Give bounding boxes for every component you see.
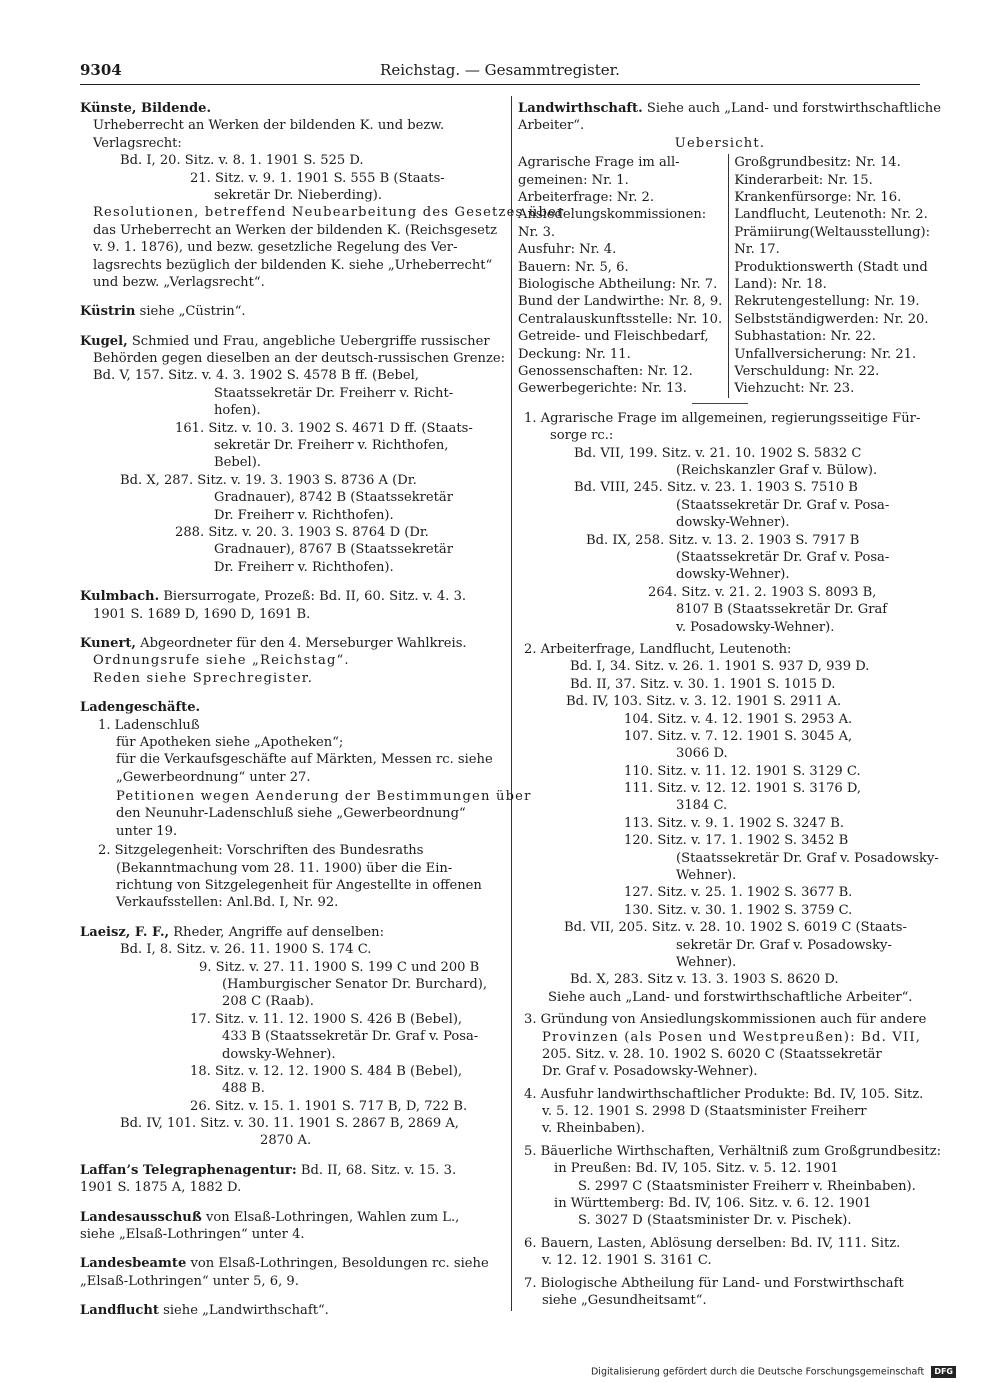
entry-line: 2. Sitzgelegenheit: Vorschriften des Bundesraths bbox=[98, 843, 424, 859]
entry-line: 6. Bauern, Lasten, Ablösung derselben: Bd. IV, 111. Sitz. bbox=[524, 1235, 901, 1251]
overview-row bbox=[518, 241, 930, 258]
overview-cell-left: Nr. 3. bbox=[518, 224, 556, 240]
overview-cell-left: Centralauskunftsstelle: Nr. 10. bbox=[518, 311, 723, 327]
entry-kunert bbox=[80, 635, 502, 687]
overview-cell-right: Verschuldung: Nr. 22. bbox=[729, 363, 930, 380]
column-divider bbox=[511, 96, 512, 1311]
entry-line: unter 19. bbox=[116, 823, 178, 839]
entry-line: dowsky-Wehner). bbox=[676, 515, 790, 531]
entry-line: das Urheberrecht an Werken der bildenden K. (Reichsgesetz bbox=[93, 222, 498, 238]
entry-line: Staatssekretär Dr. Freiherr v. Richt- bbox=[214, 385, 454, 401]
entry-laffan bbox=[80, 1162, 502, 1197]
entry-line: Bd. I, 20. Sitz. v. 8. 1. 1901 S. 525 D. bbox=[120, 153, 364, 169]
entry-line: den Neunuhr-Ladenschluß siehe „Gewerbeordnung“ bbox=[116, 806, 466, 822]
entry-line: „Gewerbeordnung“ unter 27. bbox=[116, 769, 311, 785]
entry-line: sekretär Dr. Graf v. Posadowsky- bbox=[676, 937, 892, 953]
entry-line: „Elsaß-Lothringen“ unter 5, 6, 9. bbox=[80, 1273, 299, 1289]
entry-line: 113. Sitz. v. 9. 1. 1902 S. 3247 B. bbox=[624, 815, 845, 831]
entry-line: lagsrechts bezüglich der bildenden K. siehe „Urheberrecht“ bbox=[93, 257, 493, 273]
entry-line: Petitionen wegen Aenderung der Bestimmungen über bbox=[116, 789, 532, 805]
overview-cell-right: Land): Nr. 18. bbox=[729, 276, 930, 293]
entry-line: 26. Sitz. v. 15. 1. 1901 S. 717 B, D, 722 B. bbox=[190, 1098, 468, 1114]
entry-line: 208 C (Raab). bbox=[222, 994, 314, 1010]
entry-line: Provinzen (als Posen und Westpreußen): Bd. VII, bbox=[542, 1029, 922, 1045]
entry-line: Behörden gegen dieselben an der deutsch-russischen Grenze: bbox=[93, 351, 506, 367]
entry-line: in Preußen: Bd. IV, 105. Sitz. v. 5. 12. 1901 bbox=[554, 1161, 839, 1177]
overview-cell-right: Krankenfürsorge: Nr. 16. bbox=[729, 189, 930, 206]
overview-cell-right: Kinderarbeit: Nr. 15. bbox=[729, 172, 930, 189]
entry-line: 3. Gründung von Ansiedlungskommissionen auch für andere bbox=[524, 1012, 927, 1028]
entry-line: 120. Sitz. v. 17. 1. 1902 S. 3452 B bbox=[624, 833, 849, 849]
entry-line: v. 9. 1. 1876), und bezw. gesetzliche Regelung des Ver- bbox=[93, 240, 458, 256]
entry-line: 7. Biologische Abtheilung für Land- und Forstwirthschaft bbox=[524, 1275, 904, 1291]
entry-line: Laeisz, F. F., Rheder, Angriffe auf denselben: bbox=[80, 924, 384, 940]
item-2 bbox=[518, 641, 939, 1006]
entry-line: in Württemberg: Bd. IV, 106. Sitz. v. 6. 12. 1901 bbox=[554, 1196, 872, 1212]
entry-line: Reden siehe Sprechregister. bbox=[93, 670, 314, 686]
entry-line: 433 B (Staatssekretär Dr. Graf v. Posa- bbox=[222, 1029, 479, 1045]
entry-line: S. 3027 D (Staatsminister Dr. v. Pischek). bbox=[578, 1213, 852, 1229]
entry-line: Laffan’s Telegraphenagentur: Bd. II, 68. Sitz. v. 15. 3. bbox=[80, 1162, 457, 1178]
entry-line: (Staatssekretär Dr. Graf v. Posa- bbox=[676, 549, 890, 565]
entry-line: Bd. IV, 101. Sitz. v. 30. 11. 1901 S. 2867 B, 2869 A, bbox=[120, 1116, 459, 1132]
dfg-logo: DFG bbox=[931, 1366, 956, 1378]
entry-line: 1. Agrarische Frage im allgemeinen, regierungsseitige Für- bbox=[524, 410, 921, 426]
overview-cell-left: Arbeiterfrage: Nr. 2. bbox=[518, 189, 655, 205]
credit-text: Digitalisierung gefördert durch die Deutsche Forschungsgemeinschaft bbox=[590, 1366, 925, 1378]
overview-cell-right: Viehzucht: Nr. 23. bbox=[729, 380, 930, 397]
entry-line: 264. Sitz. v. 21. 2. 1903 S. 8093 B, bbox=[648, 584, 877, 600]
entry-line: 3066 D. bbox=[676, 746, 728, 762]
entry-line: v. 5. 12. 1901 S. 2998 D (Staatsminister Freiherr bbox=[542, 1104, 867, 1120]
entry-headword: Landesbeamte bbox=[80, 1256, 187, 1272]
entry-line: 104. Sitz. v. 4. 12. 1901 S. 2953 A. bbox=[624, 711, 853, 727]
overview-row bbox=[518, 276, 930, 293]
entry-line: 8107 B (Staatssekretär Dr. Graf bbox=[676, 602, 888, 618]
digitization-credit bbox=[591, 1366, 956, 1379]
entry-line: sorge rc.: bbox=[550, 428, 614, 444]
entry-line: Bebel). bbox=[214, 455, 261, 471]
overview-cell-left: Getreide- und Fleischbedarf, bbox=[518, 329, 709, 345]
entry-line: Bd. X, 287. Sitz. v. 19. 3. 1903 S. 8736 A (Dr. bbox=[120, 472, 417, 488]
entry-line: 2. Arbeiterfrage, Landflucht, Leutenoth: bbox=[524, 641, 792, 657]
entry-line: Resolutionen, betreffend Neubearbeitung des Gesetzes über bbox=[93, 205, 565, 221]
overview-row bbox=[518, 172, 930, 189]
entry-line: Wehner). bbox=[676, 954, 737, 970]
overview-cell-left: Bund der Landwirthe: Nr. 8, 9. bbox=[518, 294, 723, 310]
entry-landesausschuss bbox=[80, 1209, 502, 1244]
entry-line: 1. Ladenschluß bbox=[98, 717, 200, 733]
entry-line: (Hamburgischer Senator Dr. Burchard), bbox=[222, 976, 488, 992]
entry-line: (Staatssekretär Dr. Graf v. Posadowsky- bbox=[676, 850, 939, 866]
entry-line: Landesbeamte von Elsaß-Lothringen, Besoldungen rc. siehe bbox=[80, 1256, 489, 1272]
entry-line: 130. Sitz. v. 30. 1. 1902 S. 3759 C. bbox=[624, 902, 853, 918]
entry-line: Bd. IV, 103. Sitz. v. 3. 12. 1901 S. 2911 A. bbox=[566, 694, 842, 710]
overview-row bbox=[518, 346, 930, 363]
entry-line: Bd. I, 8. Sitz. v. 26. 11. 1900 S. 174 C. bbox=[120, 942, 372, 958]
entry-line: Dr. Freiherr v. Richthofen). bbox=[214, 507, 394, 523]
entry-line: (Reichskanzler Graf v. Bülow). bbox=[676, 463, 878, 479]
overview-row bbox=[518, 206, 930, 223]
entry-line: 161. Sitz. v. 10. 3. 1902 S. 4671 D ff. (Staats- bbox=[175, 420, 473, 436]
overview-row bbox=[518, 363, 930, 380]
entry-line: Kunert, Abgeordneter für den 4. Merseburger Wahlkreis. bbox=[80, 635, 467, 651]
entry-headword: Landwirthschaft. bbox=[518, 101, 643, 116]
entry-line: Bd. VII, 199. Sitz. v. 21. 10. 1902 S. 5832 C bbox=[574, 445, 862, 461]
entry-line: Dr. Freiherr v. Richthofen). bbox=[214, 559, 394, 575]
entry-line: Wehner). bbox=[676, 868, 737, 884]
entry-line: 205. Sitz. v. 28. 10. 1902 S. 6020 C (Staatssekretär bbox=[542, 1046, 882, 1062]
entry-line: S. 2997 C (Staatsminister Freiherr v. Rheinbaben). bbox=[578, 1178, 916, 1194]
entry-headword: Landflucht bbox=[80, 1303, 159, 1319]
entry-line: Bd. V, 157. Sitz. v. 4. 3. 1902 S. 4578 B ff. (Bebel, bbox=[93, 368, 419, 384]
entry-line: Kugel, Schmied und Frau, angebliche Uebergriffe russischer bbox=[80, 333, 490, 349]
entry-line: 1901 S. 1875 A, 1882 D. bbox=[80, 1180, 242, 1196]
entry-ladengeschaefte bbox=[80, 699, 532, 912]
entry-headword: Küstrin bbox=[80, 304, 136, 320]
entry-kuestrin bbox=[80, 303, 502, 320]
entry-headword: Landesausschuß bbox=[80, 1209, 202, 1225]
entry-landwirthschaft bbox=[518, 100, 942, 1309]
entry-line: 21. Sitz. v. 9. 1. 1901 S. 555 B (Staats- bbox=[190, 170, 445, 186]
overview-cell-left: Agrarische Frage im all- bbox=[518, 155, 680, 171]
overview-cell-left: Genossenschaften: Nr. 12. bbox=[518, 364, 693, 380]
entry-line: 107. Sitz. v. 7. 12. 1901 S. 3045 A, bbox=[624, 728, 853, 744]
entry-line: sekretär Dr. Freiherr v. Richthofen, bbox=[214, 438, 449, 454]
overview-cell-left: Gewerbegerichte: Nr. 13. bbox=[518, 381, 687, 397]
entry-line: v. 12. 12. 1901 S. 3161 C. bbox=[542, 1253, 712, 1269]
entry-line: siehe „Elsaß-Lothringen“ unter 4. bbox=[80, 1227, 305, 1243]
entry-kugel bbox=[80, 333, 506, 576]
overview-cell-right: Subhastation: Nr. 22. bbox=[729, 328, 930, 345]
overview-cell-left: Ausfuhr: Nr. 4. bbox=[518, 242, 617, 258]
entry-line: (Bekanntmachung vom 28. 11. 1900) über die Ein- bbox=[116, 860, 453, 876]
entry-line: v. Posadowsky-Wehner). bbox=[676, 619, 835, 635]
entry-line: Bd. VIII, 245. Sitz. v. 23. 1. 1903 S. 7510 B bbox=[574, 480, 858, 496]
entry-line: Bd. II, 37. Sitz. v. 30. 1. 1901 S. 1015 D. bbox=[570, 676, 836, 692]
entry-line: Landflucht siehe „Landwirthschaft“. bbox=[80, 1303, 329, 1319]
entry-headword: Laeisz, F. F., bbox=[80, 924, 170, 940]
entry-landflucht bbox=[80, 1302, 502, 1319]
entry-line: für Apotheken siehe „Apotheken“; bbox=[116, 734, 344, 750]
right-column bbox=[518, 100, 942, 1320]
item-5 bbox=[518, 1143, 942, 1230]
entry-line: 110. Sitz. v. 11. 12. 1901 S. 3129 C. bbox=[624, 763, 861, 779]
entry-line: Küstrin siehe „Cüstrin“. bbox=[80, 304, 246, 320]
entry-headword: Künste, Bildende. bbox=[80, 101, 212, 116]
entry-headword: Ladengeschäfte. bbox=[80, 700, 201, 716]
item-3 bbox=[518, 1011, 927, 1081]
entry-laeisz bbox=[80, 924, 502, 1150]
overview-row bbox=[518, 293, 930, 310]
entry-line: Bd. VII, 205. Sitz. v. 28. 10. 1902 S. 6019 C (Staats- bbox=[564, 920, 907, 936]
entry-line: 2870 A. bbox=[260, 1133, 312, 1149]
entry-line: Bd. X, 283. Sitz v. 13. 3. 1903 S. 8620 D. bbox=[570, 972, 839, 988]
overview-cell-right: Nr. 17. bbox=[729, 241, 930, 258]
running-title: Reichstag. — Gesammtregister. bbox=[380, 61, 620, 79]
entry-headword: Kugel, bbox=[80, 333, 128, 349]
entry-headword: Laffan’s Telegraphenagentur: bbox=[80, 1162, 297, 1178]
overview-cell-left: Ansiedelungskommissionen: bbox=[518, 207, 707, 223]
overview-row bbox=[518, 224, 930, 241]
overview-cell-right: Landflucht, Leutenoth: Nr. 2. bbox=[729, 206, 930, 223]
overview-cell-right: Rekrutengestellung: Nr. 19. bbox=[729, 293, 930, 310]
item-6 bbox=[518, 1235, 922, 1270]
entry-line: Gradnauer), 8742 B (Staatssekretär bbox=[214, 490, 453, 506]
entry-line: 488 B. bbox=[222, 1081, 265, 1097]
entry-line: 3184 C. bbox=[676, 798, 728, 814]
entry-line: hofen). bbox=[214, 403, 261, 419]
overview-cell-left: gemeinen: Nr. 1. bbox=[518, 172, 629, 188]
entry-line: Landwirthschaft. Siehe auch „Land- und forstwirthschaftliche bbox=[518, 101, 941, 116]
entry-line: Landesausschuß von Elsaß-Lothringen, Wahlen zum L., bbox=[80, 1209, 460, 1225]
entry-headword: Kulmbach. bbox=[80, 589, 160, 605]
entry-line: 111. Sitz. v. 12. 12. 1901 S. 3176 D, bbox=[624, 781, 862, 797]
entry-line: 17. Sitz. v. 11. 12. 1900 S. 426 B (Bebel), bbox=[190, 1011, 463, 1027]
entry-line: 288. Sitz. v. 20. 3. 1903 S. 8764 D (Dr. bbox=[175, 524, 429, 540]
entry-headword: Kunert, bbox=[80, 635, 136, 651]
entry-line: für die Verkaufsgeschäfte auf Märkten, Messen rc. siehe bbox=[116, 752, 493, 768]
entry-line: Arbeiter“. bbox=[518, 118, 585, 134]
overview-cell-right: Unfallversicherung: Nr. 21. bbox=[729, 346, 930, 363]
entry-line: 1901 S. 1689 D, 1690 D, 1691 B. bbox=[93, 606, 311, 622]
entry-line: v. Rheinbaben). bbox=[542, 1121, 645, 1137]
section-rule bbox=[692, 403, 748, 404]
entry-line: 127. Sitz. v. 25. 1. 1902 S. 3677 B. bbox=[624, 885, 853, 901]
overview-cell-left: Deckung: Nr. 11. bbox=[518, 346, 631, 362]
page-number: 9304 bbox=[80, 61, 122, 79]
entry-line: 4. Ausfuhr landwirthschaftlicher Produkte: Bd. IV, 105. Sitz. bbox=[524, 1086, 924, 1102]
entry-line: Dr. Graf v. Posadowsky-Wehner). bbox=[542, 1064, 758, 1080]
entry-line: Verlagsrecht: bbox=[93, 135, 182, 151]
overview-row bbox=[518, 259, 930, 276]
entry-line: 18. Sitz. v. 12. 12. 1900 S. 484 B (Bebel), bbox=[190, 1063, 463, 1079]
item-4 bbox=[518, 1086, 922, 1138]
entry-line: (Staatssekretär Dr. Graf v. Posa- bbox=[676, 497, 890, 513]
overview-cell-right: Prämiirung(Weltausstellung): bbox=[729, 224, 930, 241]
item-7 bbox=[518, 1275, 922, 1310]
page-header bbox=[80, 58, 920, 85]
entry-line: siehe „Gesundheitsamt“. bbox=[542, 1293, 707, 1308]
overview-table bbox=[518, 154, 930, 398]
overview-row bbox=[518, 154, 930, 171]
overview-row bbox=[518, 380, 930, 397]
entry-line: und bezw. „Verlagsrecht“. bbox=[93, 274, 265, 290]
overview-cell-right: Produktionswerth (Stadt und bbox=[729, 259, 930, 276]
entry-kulmbach bbox=[80, 588, 502, 623]
overview-title: Uebersicht. bbox=[674, 135, 766, 151]
entry-line: Gradnauer), 8767 B (Staatssekretär bbox=[214, 542, 453, 558]
entry-line: Ordnungsrufe siehe „Reichstag“. bbox=[93, 653, 350, 669]
overview-cell-right: Großgrundbesitz: Nr. 14. bbox=[729, 154, 930, 171]
entry-line: 9. Sitz. v. 27. 11. 1900 S. 199 C und 200 B bbox=[199, 959, 480, 975]
entry-line: Kulmbach. Biersurrogate, Prozeß: Bd. II, 60. Sitz. v. 4. 3. bbox=[80, 589, 467, 605]
entry-landesbeamte bbox=[80, 1255, 502, 1290]
entry-line: Verkaufsstellen: Anl.Bd. I, Nr. 92. bbox=[116, 895, 339, 911]
item-1 bbox=[518, 410, 922, 636]
entry-line: 5. Bäuerliche Wirthschaften, Verhältniß zum Großgrundbesitz: bbox=[524, 1143, 942, 1159]
entry-line: Bd. IX, 258. Sitz. v. 13. 2. 1903 S. 7917 B bbox=[586, 532, 860, 548]
entry-line: dowsky-Wehner). bbox=[222, 1046, 336, 1062]
entry-line: dowsky-Wehner). bbox=[676, 567, 790, 583]
overview-cell-right: Selbstständigwerden: Nr. 20. bbox=[729, 311, 930, 328]
entry-line: richtung von Sitzgelegenheit für Angestellte in offenen bbox=[116, 878, 482, 894]
overview-row bbox=[518, 189, 930, 206]
overview-row bbox=[518, 328, 930, 345]
entry-line: Siehe auch „Land- und forstwirthschaftliche Arbeiter“. bbox=[548, 989, 913, 1005]
entry-line: sekretär Dr. Nieberding). bbox=[214, 187, 382, 203]
overview-cell-left: Bauern: Nr. 5, 6. bbox=[518, 259, 629, 275]
entry-line: Bd. I, 34. Sitz. v. 26. 1. 1901 S. 937 D, 939 D. bbox=[570, 659, 870, 675]
entry-line: Urheberrecht an Werken der bildenden K. und bezw. bbox=[93, 118, 445, 134]
overview-row bbox=[518, 311, 930, 328]
overview-cell-left: Biologische Abtheilung: Nr. 7. bbox=[518, 277, 718, 293]
